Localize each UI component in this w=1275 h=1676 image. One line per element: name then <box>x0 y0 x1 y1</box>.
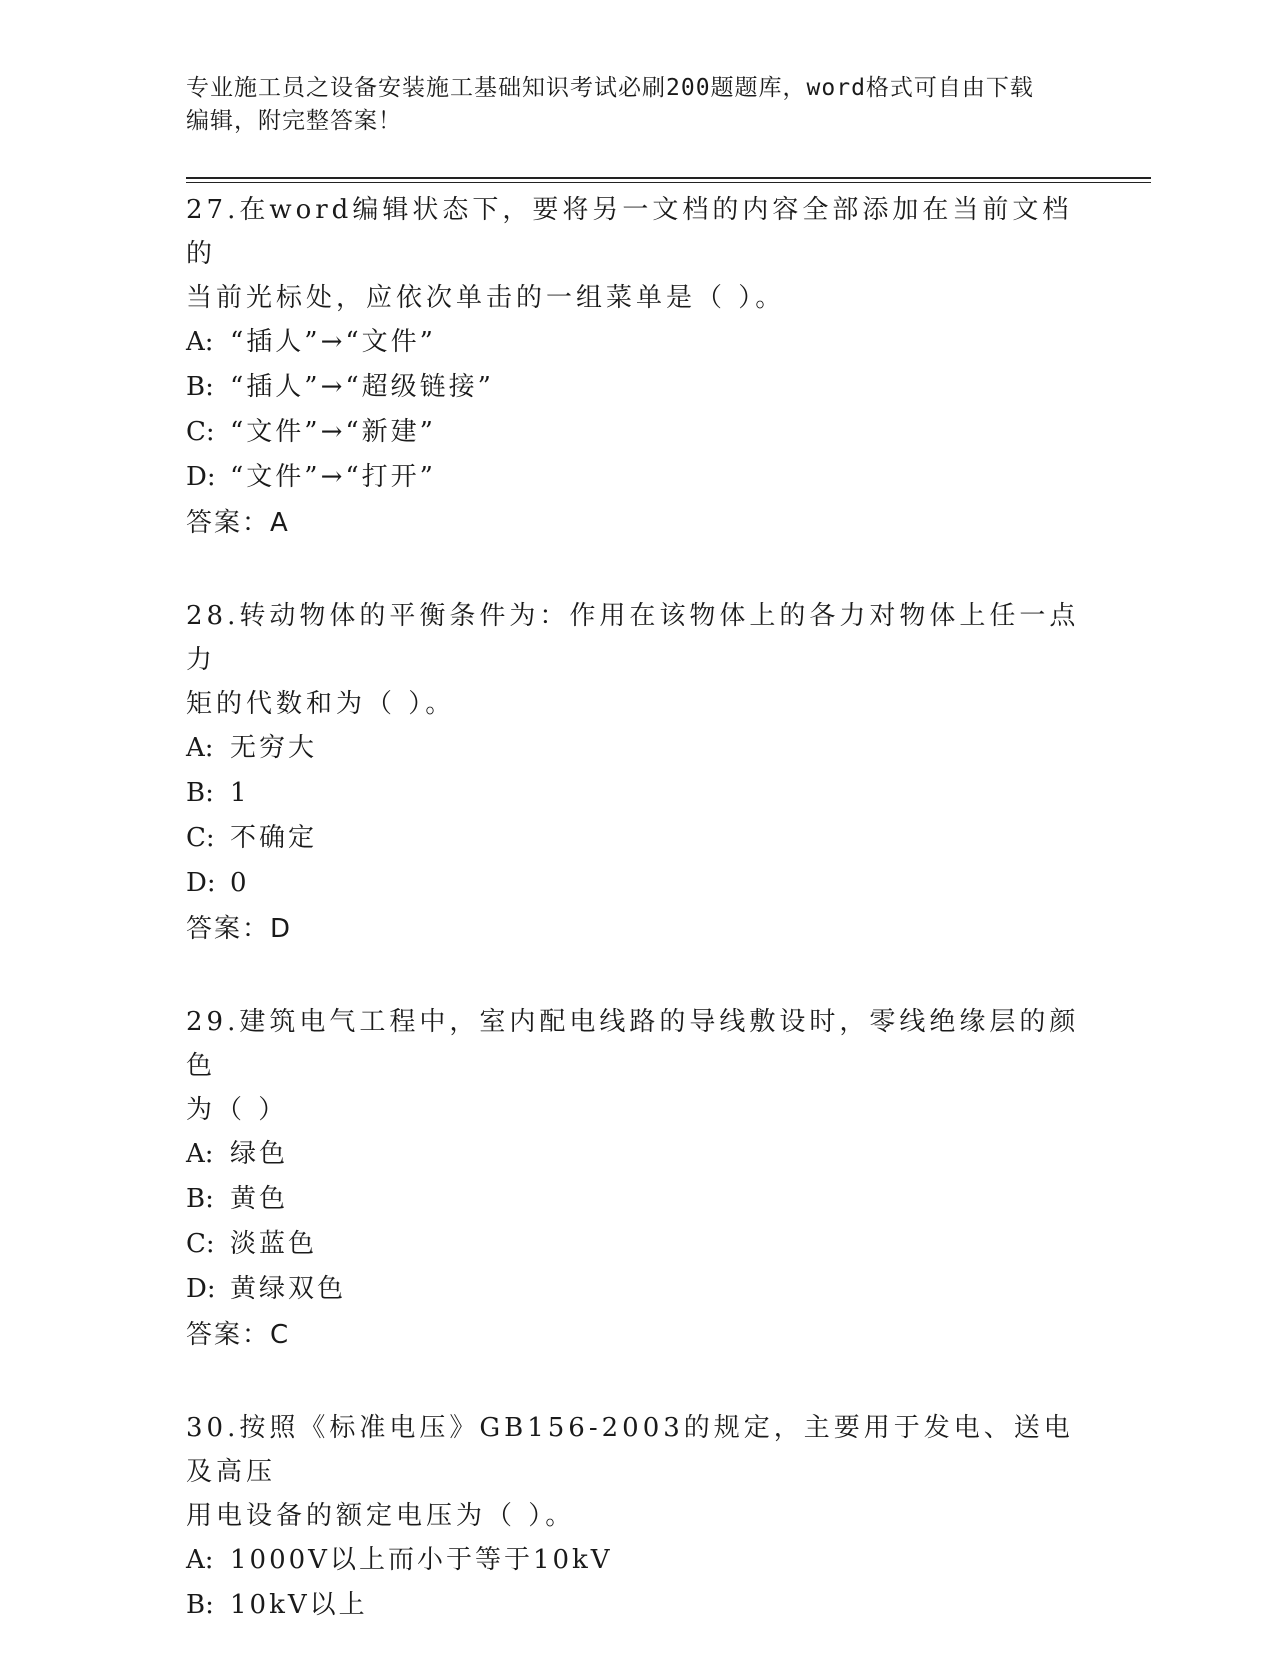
option-letter: C: <box>186 1229 215 1259</box>
option-text: “文件”→“新建” <box>230 417 436 447</box>
answer-label: 答案： <box>186 1320 271 1350</box>
question-stem <box>186 188 1086 320</box>
header-divider-thin <box>186 182 1151 183</box>
option-letter: B: <box>186 372 214 402</box>
option-letter: B: <box>186 1184 214 1214</box>
option-a <box>186 1132 1086 1177</box>
option-text: 绿色 <box>230 1139 289 1169</box>
question-27 <box>186 188 1086 546</box>
option-letter: B: <box>186 778 214 808</box>
answer-line <box>186 1312 1086 1358</box>
option-b <box>186 1177 1086 1222</box>
option-b <box>186 365 1086 410</box>
question-29 <box>186 1000 1086 1358</box>
option-letter: A: <box>186 1545 214 1575</box>
document-header <box>186 72 1086 138</box>
option-text: “插人”→“文件” <box>230 327 436 357</box>
option-text: 1000V以上而小于等于10kV <box>230 1545 613 1575</box>
question-30 <box>186 1406 1086 1628</box>
answer-line <box>186 906 1086 952</box>
question-stem-line: 30.按照《标准电压》GB156-2003的规定，主要用于发电、送电及高压 <box>186 1413 1074 1487</box>
option-text: “插人”→“超级链接” <box>230 372 494 402</box>
question-stem <box>186 594 1086 726</box>
option-text: 0 <box>230 868 250 898</box>
option-letter: A: <box>186 1139 214 1169</box>
option-text: 黄色 <box>230 1184 289 1214</box>
question-stem-line: 27.在word编辑状态下，要将另一文档的内容全部添加在当前文档的 <box>186 195 1073 269</box>
option-text: 无穷大 <box>230 733 318 763</box>
answer-value: D <box>270 914 293 944</box>
answer-value: C <box>270 1320 291 1350</box>
question-stem-line: 29.建筑电气工程中，室内配电线路的导线敷设时，零线绝缘层的颜色 <box>186 1007 1080 1081</box>
option-c <box>186 410 1086 455</box>
option-a <box>186 726 1086 771</box>
option-letter: D: <box>186 1274 216 1304</box>
answer-label: 答案： <box>186 508 271 538</box>
option-d <box>186 455 1086 500</box>
question-stem-line: 用电设备的额定电压为（ ）。 <box>186 1501 576 1531</box>
option-text: 10kV以上 <box>230 1590 368 1620</box>
question-stem-line: 矩的代数和为（ ）。 <box>186 689 456 719</box>
option-letter: C: <box>186 417 215 447</box>
option-text: 淡蓝色 <box>230 1229 318 1259</box>
question-stem-line: 为（ ） <box>186 1095 289 1125</box>
option-text: “文件”→“打开” <box>230 462 436 492</box>
header-title-line1: 专业施工员之设备安装施工基础知识考试必刷200题题库，word格式可自由下载 <box>186 75 1034 101</box>
option-a <box>186 1538 1086 1583</box>
answer-label: 答案： <box>186 914 271 944</box>
option-letter: A: <box>186 733 214 763</box>
header-title-line2: 编辑，附完整答案！ <box>186 108 402 134</box>
question-28 <box>186 594 1086 952</box>
option-letter: C: <box>186 823 215 853</box>
option-letter: B: <box>186 1590 214 1620</box>
option-letter: A: <box>186 327 214 357</box>
question-stem <box>186 1000 1086 1132</box>
option-b <box>186 771 1086 816</box>
option-letter: D: <box>186 868 216 898</box>
option-text: 黄绿双色 <box>230 1274 347 1304</box>
question-stem <box>186 1406 1086 1538</box>
option-a <box>186 320 1086 365</box>
option-d <box>186 861 1086 906</box>
answer-value: A <box>270 508 290 538</box>
option-d <box>186 1267 1086 1312</box>
question-stem-line: 当前光标处，应依次单击的一组菜单是（ ）。 <box>186 283 786 313</box>
option-c <box>186 816 1086 861</box>
option-c <box>186 1222 1086 1267</box>
option-b <box>186 1583 1086 1628</box>
answer-line <box>186 500 1086 546</box>
option-letter: D: <box>186 462 216 492</box>
header-divider-thick <box>186 177 1151 179</box>
question-list <box>186 188 1086 1676</box>
option-text: 不确定 <box>230 823 318 853</box>
option-text: 1 <box>230 778 250 808</box>
question-stem-line: 28.转动物体的平衡条件为：作用在该物体上的各力对物体上任一点力 <box>186 601 1080 675</box>
